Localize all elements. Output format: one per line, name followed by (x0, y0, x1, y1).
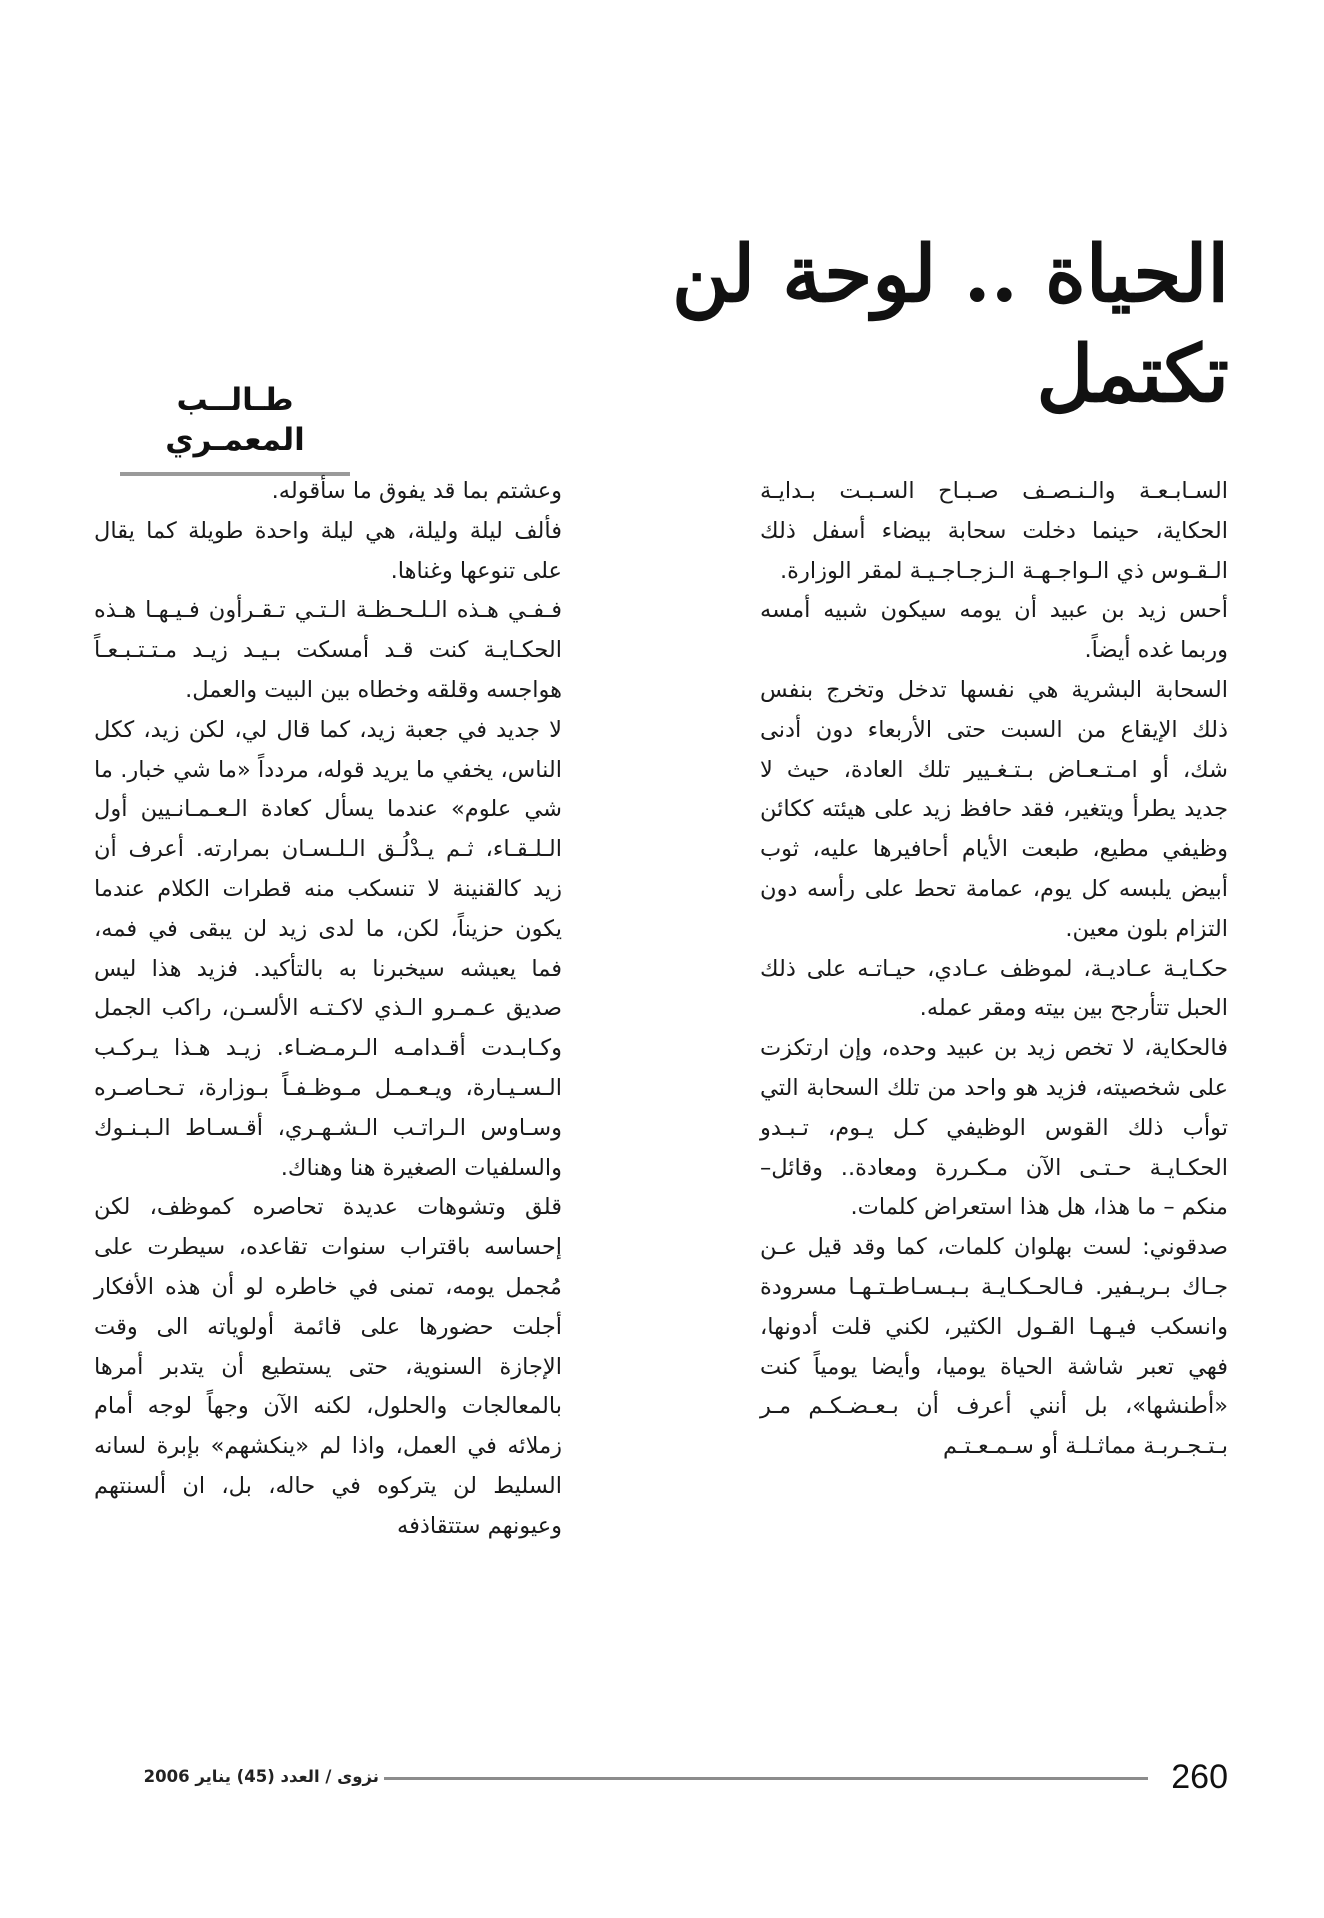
paragraph: أحس زيد بن عبيد أن يومه سيكون شبيه أمسه وربما غده أيضاً. (760, 597, 1228, 664)
issue-info: نزوى / العدد (45) يناير 2006 (143, 1767, 379, 1786)
author-name: طـالــب المعمـري (165, 382, 305, 458)
paragraph: لا جديد في جعبة زيد، كما قال لي، لكن زيد، ككل الناس، يخفي ما يريد قوله، مردداً «ما شي خبار. ما شي علوم» عندما يسأل كعادة الـعـمـانـيين أول الـلـقـاء، ثـم يـدْلُـق الـلـسـان بمرارته. أعرف أن زيد كالقنينة لا تنسكب منه قطرات الكلام عندما يكون حزيناً، لكن، ما لدى زيد لن يبقى في فمه، فما يعيشه سيخبرنا به بالتأكيد. فزيد هذا ليس صديق عـمـرو الـذي لاكـتـه الألسـن، راكب الجمل وكـابـدت أقـدامـه الـرمـضـاء. زيـد هـذا يـركـب الـسـيـارة، ويـعـمـل مـوظـفـاً بـوزارة، تـحـاصـره وسـاوس الـراتـب الـشـهـري، أقـسـاط الـبـنـوك والسلفيات الصغيرة هنا وهناك. (94, 716, 562, 1181)
paragraph: صدقوني: لست بهلوان كلمات، كما وقد قيل عـن جـاك بـريـفير. فـالحـكـايـة بـبـسـاطـتـهـا مسرودة وانسكب فيـهـا القـول الكثير، لكني قلت أدونها، فهي تعبر شاشة الحياة يوميا، وأيضا يومياً كنت «أطنشها»، بل أنني أعرف أن بـعـضـكـم مـر بـتـجـربـة مماثـلـة أو سـمـعـتـم (760, 1234, 1228, 1460)
footer-divider (384, 1777, 1148, 1780)
paragraph: وعشتم بما قد يفوق ما سأقوله. (271, 478, 562, 504)
article-column-right (760, 472, 1228, 1467)
page-footer (94, 1755, 1228, 1799)
paragraph: فـفـي هـذه الـلـحـظـة الـتـي تـقـرأون فـيـهـا هـذه الحكـايـة كنت قـد أمسكت بـيـد زيـد مـتـتـبـعـاً هواجسه وقلقه وخطاه بين البيت والعمل. (94, 597, 562, 703)
paragraph: فالحكاية، لا تخص زيد بن عبيد وحده، وإن ارتكزت على شخصيته، فزيد هو واحد من تلك السحابة التي توأب ذلك القوس الوظيفي كـل يـوم، تـبـدو الحكـايـة حـتـى الآن مـكـررة ومعادة.. وقائل– منكم – ما هذا، هل هذا استعراض كلمات. (760, 1035, 1228, 1221)
author-byline (120, 380, 350, 476)
paragraph: السحابة البشرية هي نفسها تدخل وتخرج بنفس ذلك الإيقاع من السبت حتى الأربعاء دون أدنى شك، أو امـتـعـاض بـتـغـيير تلك العادة، حيث لا جديد يطرأ ويتغير، فقد حافظ زيد على هيئته ككائن وظيفي مطيع، طبعت الأيام أحافيرها عليه، ثوب أبيض يلبسه كل يوم، عمامة تحط على رأسه دون التزام بلون معين. (760, 676, 1228, 942)
paragraph: السـابـعـة والـنـصـف صـبـاح السـبـت بـدايـة الحكاية، حينما دخلت سحابة بيضاء أسفل ذلك الـقـوس ذي الـواجـهـة الـزجـاجـيـة لمقر الوزارة. (760, 478, 1228, 584)
paragraph: قلق وتشوهات عديدة تحاصره كموظف، لكن إحساسه باقتراب سنوات تقاعده، سيطرت على مُجمل يومه، تمنى في خاطره لو أن هذه الأفكار أجلت حضورها على قائمة أولوياته الى وقت الإجازة السنوية، حتى يستطيع أن يتدبر أمرها بالمعالجات والحلول، لكنه الآن وجهاً لوجه أمام زملائه في العمل، واذا لم «ينكشهم» بإبرة لسانه السليط لن يتركوه في حاله، بل، ان ألسنتهم وعيونهم ستتقاذفه (94, 1194, 562, 1539)
article-title: الحياة .. لوحة لن تكتمل (672, 229, 1229, 420)
paragraph: حكـايـة عـاديـة، لموظف عـادي، حيـاتـه على ذلك الحبل تتأرجح بين بيته ومقر عمله. (760, 955, 1228, 1022)
article-column-left (94, 472, 562, 1547)
page-number: 260 (1171, 1758, 1228, 1796)
paragraph: فألف ليلة وليلة، هي ليلة واحدة طويلة كما يقال على تنوعها وغناها. (94, 517, 562, 584)
